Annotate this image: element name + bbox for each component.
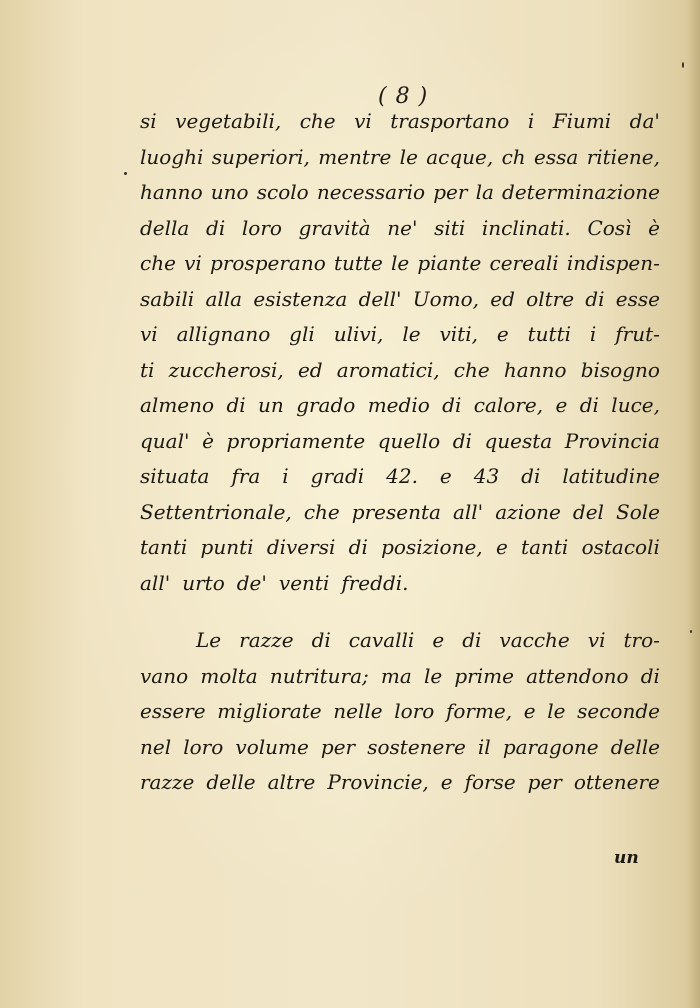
text-block <box>140 104 660 801</box>
paragraph <box>140 623 660 801</box>
page-edge-shadow <box>686 0 700 1008</box>
text-line: vi allignano gli ulivi, le viti, e tutti i frut- <box>140 322 660 346</box>
text-line: Settentrionale, che presenta all' azione del Sole <box>140 499 660 524</box>
text-line: Le razze di cavalli e di vacche vi tro- <box>196 628 660 652</box>
text-line: luoghi superiori, mentre le acque, ch essa ritiene, <box>140 144 660 169</box>
text-line: razze delle altre Provincie, e forse per ottenere <box>140 770 660 794</box>
text-line: nel loro volume per sostenere il paragone delle <box>140 734 660 759</box>
text-line: almeno di un grado medio di calore, e di luce, <box>140 393 660 417</box>
text-line: ti zuccherosi, ed aromatici, che hanno bisogno <box>140 357 660 382</box>
page-number: ( 8 ) <box>378 84 429 109</box>
text-line: vano molta nutritura; ma le prime attendono di <box>140 663 660 688</box>
text-line: hanno uno scolo necessario per la determinazione <box>140 180 660 204</box>
text-line: tanti punti diversi di posizione, e tanti ostacoli <box>140 535 660 559</box>
catchword: un <box>614 848 639 868</box>
text-line: qual' è propriamente quello di questa Provincia <box>140 428 660 453</box>
text-line: si vegetabili, che vi trasportano i Fiumi da' <box>140 109 660 133</box>
paper-speck <box>690 630 692 633</box>
paper-speck <box>124 172 127 175</box>
text-line: della di loro gravità ne' siti inclinati. Così è <box>140 215 660 240</box>
paragraph <box>140 104 660 601</box>
text-line: situata fra i gradi 42. e 43 di latitudine <box>140 464 660 488</box>
text-line: sabili alla esistenza dell' Uomo, ed oltre di esse <box>140 286 660 311</box>
paper-speck <box>682 62 684 68</box>
text-line: all' urto de' venti freddi. <box>140 570 409 595</box>
paragraph-gap <box>140 601 660 623</box>
text-line: che vi prosperano tutte le piante cereali indispen- <box>140 251 660 275</box>
text-line: essere migliorate nelle loro forme, e le seconde <box>140 699 660 723</box>
